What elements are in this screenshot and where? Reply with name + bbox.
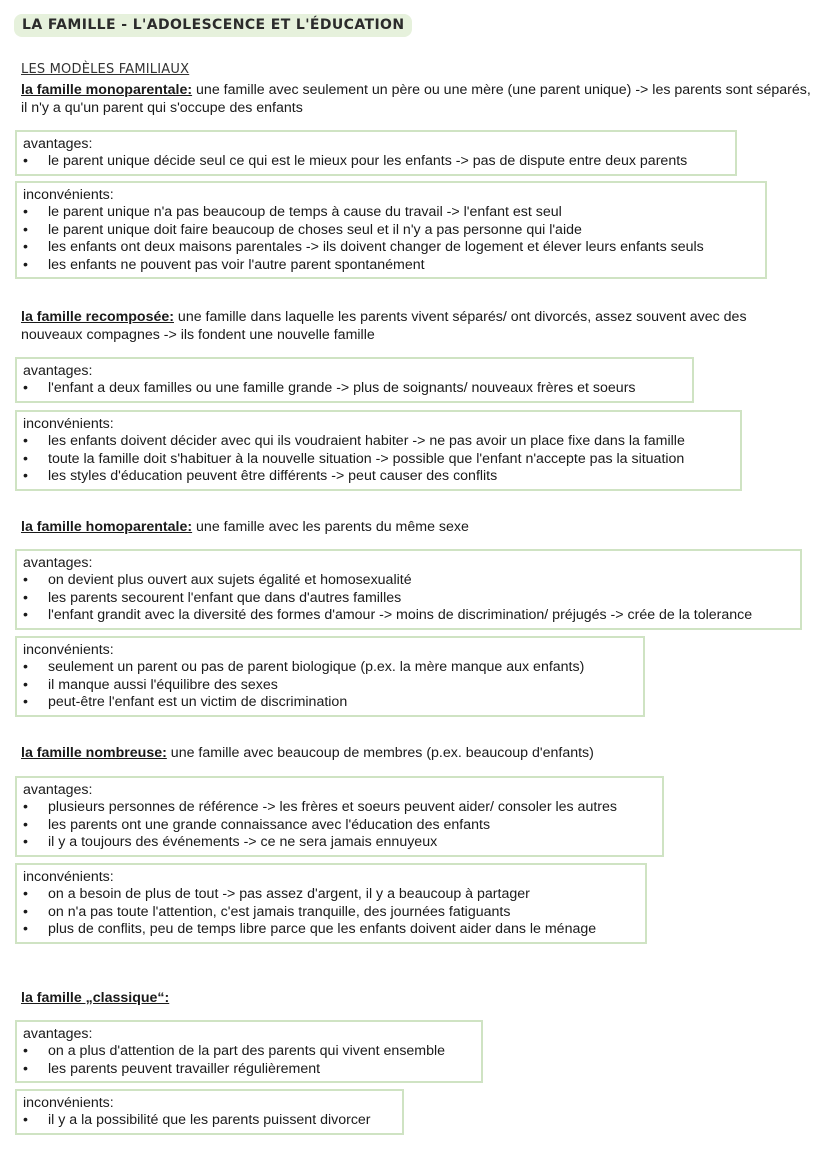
list-item: • peut-être l'enfant est un victim de discrimination xyxy=(23,694,637,712)
advantages-box xyxy=(15,130,737,176)
disadvantages-box xyxy=(15,1089,404,1135)
definition-text: une famille avec seulement un père ou une mère (une parent unique) -> les parents sont séparés, il n'y a qu'un parent qui s'occupe des enfants xyxy=(21,82,811,116)
list-item: • les enfants doivent décider avec qui ils voudraient habiter -> ne pas avoir un place fixe dans la famille xyxy=(23,433,734,451)
list-item: • les enfants ont deux maisons parentales -> ils doivent changer de logement et élever leurs enfants seuls xyxy=(23,239,759,257)
disadvantages-list xyxy=(23,204,759,274)
list-item: • le parent unique n'a pas beaucoup de temps à cause du travail -> l'enfant est seul xyxy=(23,204,759,222)
disadvantages-label: inconvénients: xyxy=(23,187,114,203)
disadvantages-list xyxy=(23,886,639,939)
term-heading: la famille homoparentale: xyxy=(21,519,193,535)
term-heading: la famille „classique“: xyxy=(21,990,170,1006)
disadvantages-box xyxy=(15,636,645,717)
section-monoparentale xyxy=(0,81,828,117)
disadvantages-label: inconvénients: xyxy=(23,642,114,658)
advantages-box xyxy=(15,776,664,857)
advantages-box xyxy=(15,1020,483,1083)
list-item: • les parents secourent l'enfant que dans d'autres familles xyxy=(23,590,794,608)
disadvantages-label: inconvénients: xyxy=(23,1095,114,1111)
definition-text: une famille dans laquelle les parents vivent séparés/ ont divorcés, assez souvent avec des nouveaux compagnes -> ils fondent une nouvelle famille xyxy=(21,309,747,343)
list-item: • on devient plus ouvert aux sujets égalité et homosexualité xyxy=(23,572,794,590)
term-heading: la famille nombreuse: xyxy=(21,745,167,761)
list-item: • il y a toujours des événements -> ce ne sera jamais ennuyeux xyxy=(23,834,656,852)
section-classique xyxy=(0,989,828,1007)
list-item: • le parent unique décide seul ce qui est le mieux pour les enfants -> pas de dispute entre deux parents xyxy=(23,153,729,171)
advantages-box xyxy=(15,549,802,630)
definition-paragraph xyxy=(21,308,811,344)
disadvantages-box xyxy=(15,863,647,944)
disadvantages-list xyxy=(23,1112,396,1130)
list-item: • le parent unique doit faire beaucoup de choses seul et il n'y a pas personne qui l'aide xyxy=(23,222,759,240)
definition-paragraph xyxy=(21,518,811,536)
list-item: • il y a la possibilité que les parents puissent divorcer xyxy=(23,1112,396,1130)
disadvantages-label: inconvénients: xyxy=(23,416,114,432)
list-item: • les parents peuvent travailler régulièrement xyxy=(23,1061,475,1079)
disadvantages-list xyxy=(23,433,734,486)
list-item: • plusieurs personnes de référence -> les frères et soeurs peuvent aider/ consoler les autres xyxy=(23,799,656,817)
definition-paragraph xyxy=(21,81,811,117)
disadvantages-box xyxy=(15,410,742,491)
disadvantages-box xyxy=(15,181,767,279)
list-item: • les parents ont une grande connaissance avec l'éducation des enfants xyxy=(23,817,656,835)
advantages-label: avantages: xyxy=(23,782,93,798)
definition-paragraph xyxy=(21,989,811,1007)
definition-text: une famille avec beaucoup de membres (p.ex. beaucoup d'enfants) xyxy=(166,745,594,761)
list-item: • les enfants ne pouvent pas voir l'autre parent spontanément xyxy=(23,257,759,275)
list-item: • les styles d'éducation peuvent être différents -> peut causer des conflits xyxy=(23,468,734,486)
advantages-list xyxy=(23,1043,475,1078)
list-item: • on n'a pas toute l'attention, c'est jamais tranquille, des journées fatiguants xyxy=(23,904,639,922)
advantages-list xyxy=(23,572,794,625)
advantages-list xyxy=(23,380,686,398)
page-title: LA FAMILLE - L'ADOLESCENCE ET L'ÉDUCATION xyxy=(14,14,412,37)
definition-paragraph xyxy=(21,744,811,762)
advantages-box xyxy=(15,357,694,403)
term-heading: la famille monoparentale: xyxy=(21,82,193,98)
list-item: • on a besoin de plus de tout -> pas assez d'argent, il y a beaucoup à partager xyxy=(23,886,639,904)
list-item: • il manque aussi l'équilibre des sexes xyxy=(23,677,637,695)
term-heading: la famille recomposée: xyxy=(21,309,174,325)
list-item: • toute la famille doit s'habituer à la nouvelle situation -> possible que l'enfant n'accepte pas la situation xyxy=(23,451,734,469)
section-homoparentale xyxy=(0,518,828,536)
list-item: • l'enfant a deux familles ou une famille grande -> plus de soignants/ nouveaux frères et soeurs xyxy=(23,380,686,398)
section-recomposee xyxy=(0,308,828,344)
list-item: • l'enfant grandit avec la diversité des formes d'amour -> moins de discrimination/ préjugés -> crée de la tolerance xyxy=(23,607,794,625)
disadvantages-label: inconvénients: xyxy=(23,869,114,885)
list-item: • on a plus d'attention de la part des parents qui vivent ensemble xyxy=(23,1043,475,1061)
list-item: • plus de conflits, peu de temps libre parce que les enfants doivent aider dans le ménage xyxy=(23,921,639,939)
advantages-label: avantages: xyxy=(23,136,93,152)
section-heading: LES MODÈLES FAMILIAUX xyxy=(21,62,190,77)
section-nombreuse xyxy=(0,744,828,762)
advantages-list xyxy=(23,153,729,171)
advantages-list xyxy=(23,799,656,852)
definition-text: une famille avec les parents du même sexe xyxy=(192,519,469,535)
advantages-label: avantages: xyxy=(23,363,93,379)
advantages-label: avantages: xyxy=(23,1026,93,1042)
list-item: • seulement un parent ou pas de parent biologique (p.ex. la mère manque aux enfants) xyxy=(23,659,637,677)
advantages-label: avantages: xyxy=(23,555,93,571)
disadvantages-list xyxy=(23,659,637,712)
